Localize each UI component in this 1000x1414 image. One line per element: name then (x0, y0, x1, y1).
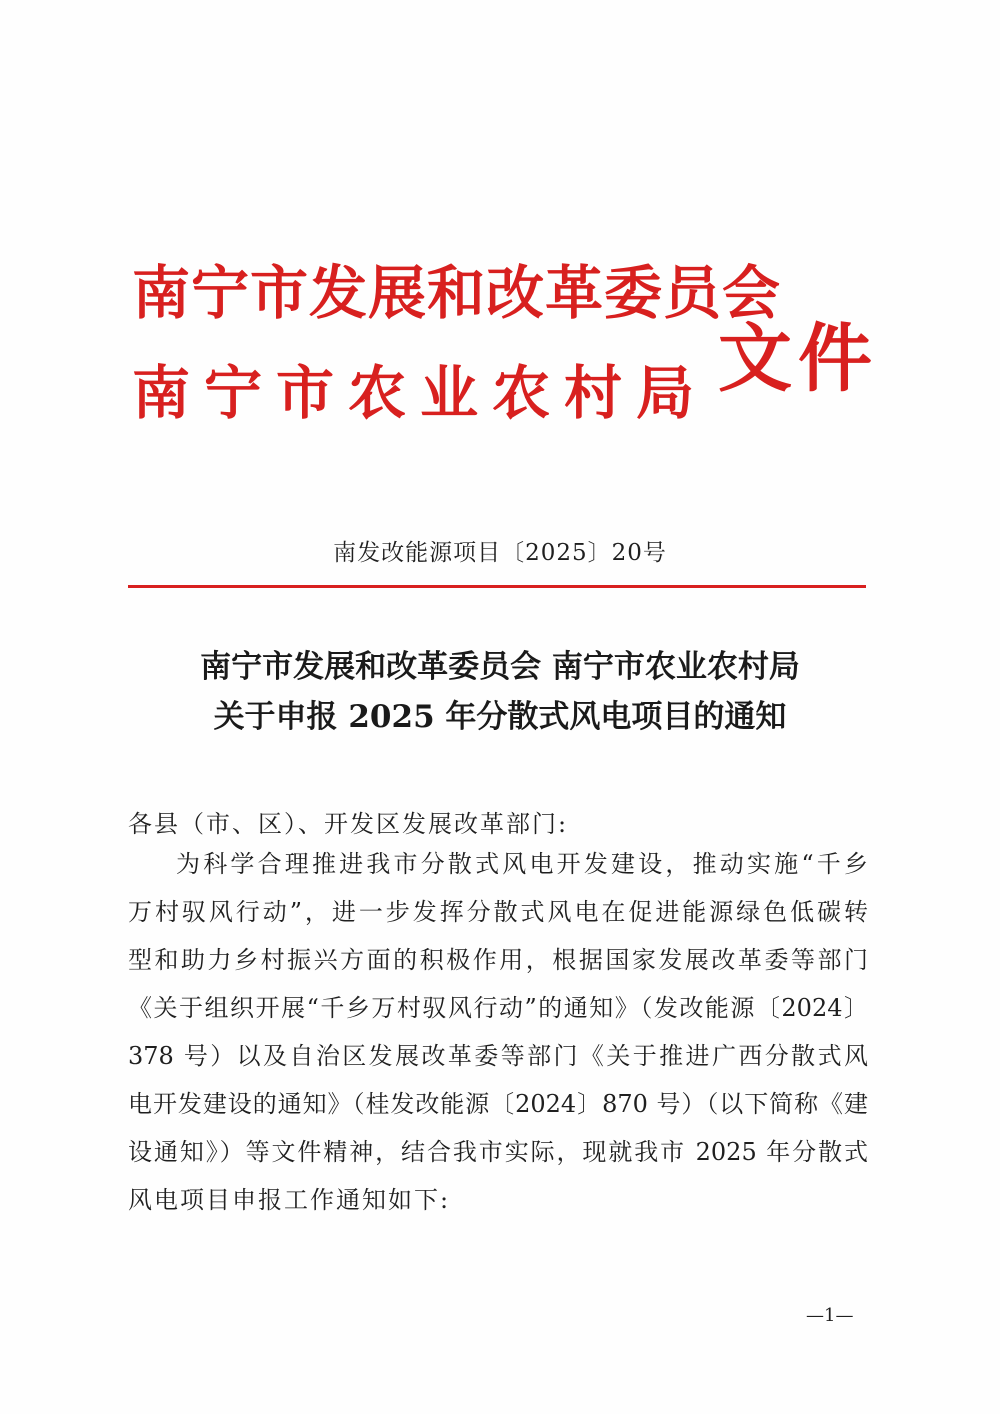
notice-title-line-1: 南宁市发展和改革委员会 南宁市农业农村局 (200, 649, 800, 685)
body-line: 设通知》）等文件精神，结合我市实际，现就我市 2025 年分散式 (128, 1138, 868, 1166)
document-number: 南发改能源项目〔2025〕20号 (333, 540, 667, 566)
body-line: 型和助力乡村振兴方面的积极作用，根据国家发展改革委等部门 (128, 946, 868, 974)
body-line: 电开发建设的通知》（桂发改能源〔2024〕870 号）（以下简称《建 (128, 1090, 868, 1118)
page-number: —1— (806, 1305, 854, 1326)
red-divider-line (128, 585, 866, 588)
body-line: 风电项目申报工作通知如下: (128, 1186, 451, 1214)
body-line: 为科学合理推进我市分散式风电开发建设，推动实施“千乡 (176, 850, 868, 878)
org-name-agriculture-rural: 南宁市农业农村局 (132, 359, 709, 427)
body-line: 万村驭风行动”，进一步发挥分散式风电在促进能源绿色低碳转 (128, 898, 868, 926)
salutation: 各县（市、区）、开发区发展改革部门: (128, 810, 569, 838)
body-line: 378 号）以及自治区发展改革委等部门《关于推进广西分散式风 (128, 1042, 868, 1070)
body-line: 《关于组织开展“千乡万村驭风行动”的通知》（发改能源〔2024〕 (128, 994, 868, 1022)
org-name-development-reform: 南宁市发展和改革委员会 (132, 259, 782, 327)
notice-title-line-2: 关于申报 2025 年分散式风电项目的通知 (213, 699, 787, 735)
document-header-suffix: 文件 (718, 316, 878, 402)
